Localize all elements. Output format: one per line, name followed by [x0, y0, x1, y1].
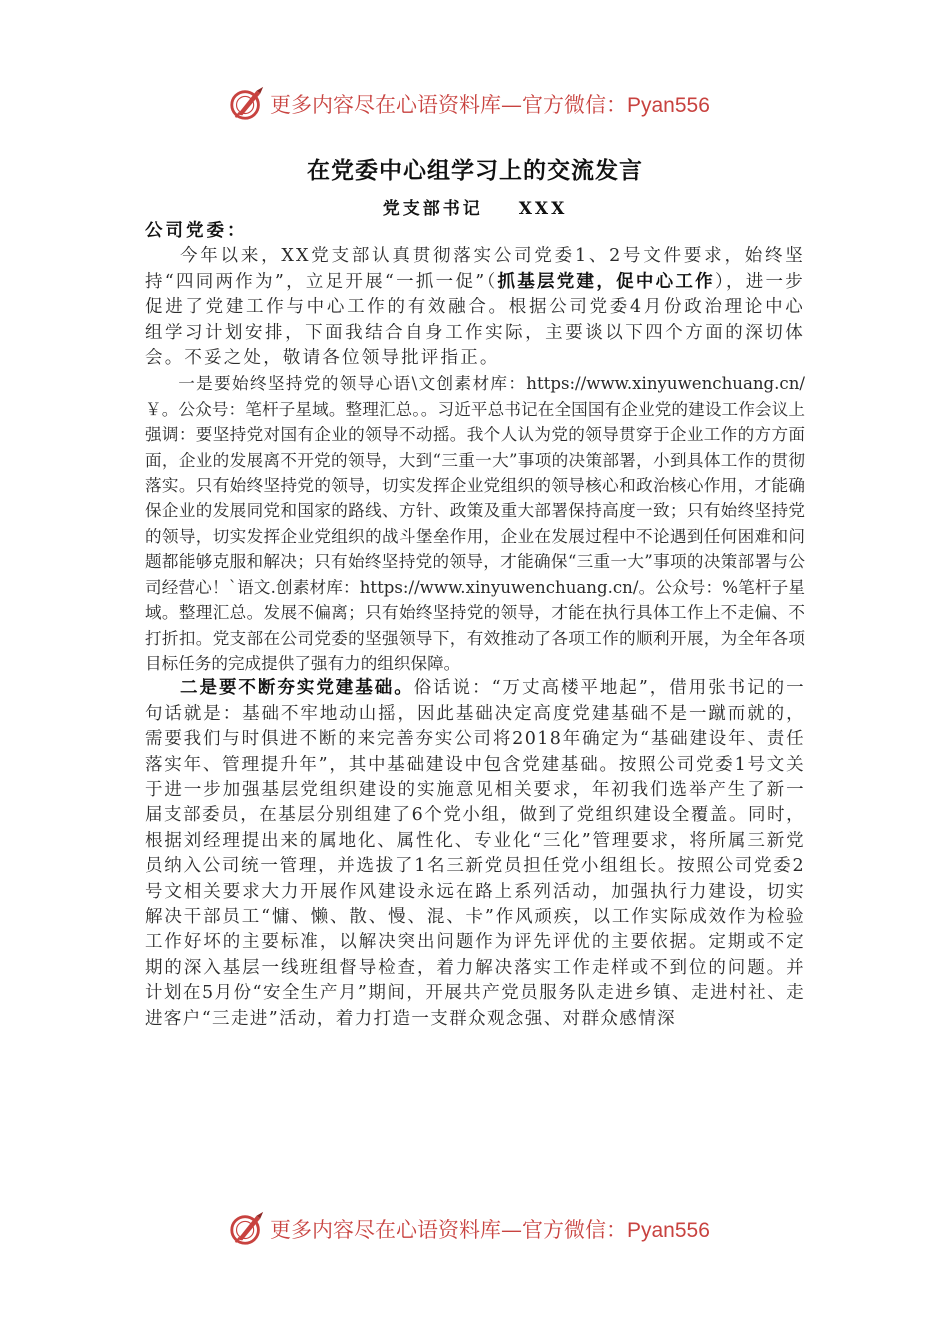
intro-paragraph: 今年以来，XX党支部认真贯彻落实公司党委1、2号文件要求，始终坚持“四同两作为”，立足开展“一抓一促”（抓基层党建，促中心工作），进一步促进了党建工作与中心工作的有效融合。根据公司党委4月份政治理论中心组学习计划安排，下面我结合自身工作实际，主要谈以下四个方面的深切体会。不妥之处，敬请各位领导批评指正。 — [145, 246, 806, 369]
point-two-paragraph: 二是要不断夯实党建基础。俗话说：“万丈高楼平地起”，借用张书记的一句话就是：基础不牢地动山摇，因此基础决定高度党建基础不是一蹴而就的，需要我们与时俱进不断的来完善夯实公司将2018年确定为“基础建设年、责任落实年、管理提升年”，其中基础建设中包含党建基础。按照公司党委1号文关于进一步加强基层党组织建设的实施意见相关要求，年初我们选举产生了新一届支部委员，在基层分别组建了6个党小组，做到了党组织建设全覆盖。同时，根据刘经理提出来的属地化、属性化、专业化“三化”管理要求，将所属三新党员纳入公司统一管理，并选拔了1名三新党员担任党小组组长。按照公司党委2号文相关要求大力开展作风建设永远在路上系列活动，加强执行力建设，切实解决干部员工“慵、懒、散、慢、混、卡”作风顽疾，以工作实际成效作为检验工作好坏的主要标准，以解决突出问题作为评先评优的主要依据。定期或不定期的深入基层一线班组督导检查，着力解决落实工作走样或不到位的问题。并计划在5月份“安全生产月”期间，开展共产党员服务队走进乡镇、走进村社、走进客户“三走进”活动，着力打造一支群众观念强、对群众感情深 — [145, 678, 805, 1029]
header-watermark-banner — [228, 84, 748, 124]
document-author-line — [0, 194, 950, 219]
wechat-id: Pyan556 — [627, 1219, 710, 1242]
wechat-id: Pyan556 — [627, 94, 710, 117]
document-title: 在党委中心组学习上的交流发言 — [307, 157, 643, 184]
quill-pen-logo-icon — [228, 85, 266, 123]
point-one-paragraph: 一是要始终坚持党的领导心语\文创素材库：https://www.xinyuwenchuang.cn/￥。公众号：笔杆子星域。整理汇总。。习近平总书记在全国国有企业党的建设工作会议上强调：要坚持党对国有企业的领导不动摇。我个人认为党的领导贯穿于企业工作的方方面面，企业的发展离不开党的领导，大到“三重一大”事项的决策部署，小到具体工作的贯彻落实。只有始终坚持党的领导，切实发挥企业党组织的领导核心和政治核心作用，才能确保企业的发展同党和国家的路线、方针、政策及重大部署保持高度一致；只有始终坚持党的领导，切实发挥企业党组织的战斗堡垒作用，企业在发展过程中不论遇到任何困难和问题都能够克服和解决；只有始终坚持党的领导，才能确保“三重一大”事项的决策部署与公司经营心！`语文.创素材库：https://www.xinyuwenchuang.cn/。公众号：%笔杆子星域。整理汇总。发展不偏离；只有始终坚持党的领导，才能在执行具体工作上不走偏、不打折扣。党支部在公司党委的坚强领导下，有效推动了各项工作的顺利开展，为全年各项目标任务的完成提供了强有力的组织保障。 — [145, 374, 805, 673]
quill-pen-logo-icon — [228, 1210, 266, 1248]
point-two-heading: 二是要不断夯实党建基础。 — [180, 678, 414, 699]
salutation: 公司党委： — [145, 221, 248, 241]
banner-text: 更多内容尽在心语资料库—官方微信：Pyan556 — [270, 1218, 710, 1242]
banner-text: 更多内容尽在心语资料库—官方微信：Pyan556 — [270, 93, 710, 117]
footer-watermark-banner — [228, 1209, 748, 1249]
author-role: 党支部书记 — [382, 199, 483, 219]
intro-bold-phrase: 抓基层党建，促中心工作 — [497, 271, 715, 292]
author-name: XXX — [518, 199, 568, 219]
document-body — [145, 219, 805, 1032]
